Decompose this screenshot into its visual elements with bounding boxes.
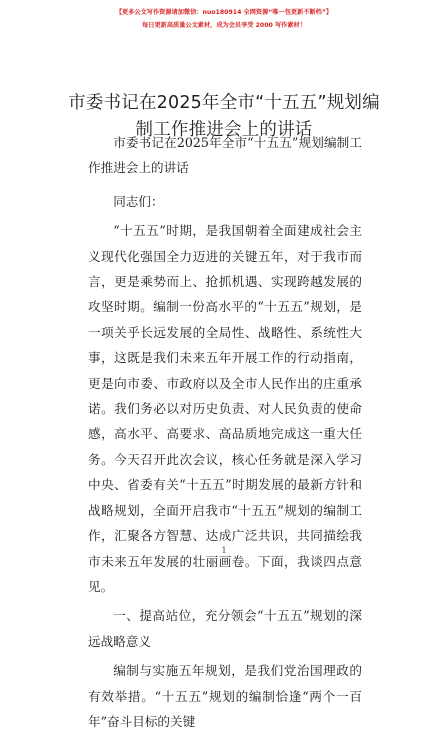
promo-banner-line2: 每日更新高质量公文素材，成为会员享受 2000 写作素材！ — [142, 22, 306, 29]
salutation: 同志们： — [113, 193, 164, 209]
page-number: 1 — [221, 546, 227, 555]
document-body — [88, 130, 362, 734]
promo-banner-line1: 【更多公文写作资源请加微信：nuo180914 全网资源“唯一包更新不断档”】 — [115, 9, 333, 16]
promo-banner — [0, 6, 448, 32]
paragraph-1: “十五五”时期，是我国朝着全面建成社会主义现代化强国全力迈进的关键五年，对于我市而言，更是乘势而上、抢抓机遇、实现跨越发展的攻坚时期。编制一份高水平的“十五五”规划，是一项关乎长远发展的全局性、战略性、系统性大事，这既是我们未来五年开展工作的行动指南，更是向市委、市政府以及全市人民作出的庄重承诺。我们务必以对历史负责、对人民负责的使命感，高水平、高要求、高品质地完成这一重大任务。今天召开此次会议，核心任务就是深入学习中央、省委有关“十五五”时期发展的最新方针和战略规划，全面开启我市“十五五”规划的编制工作，汇聚各方智慧、达成广泛共识，共同描绘我市未来五年发展的壮丽画卷。下面，我谈四点意见。 — [88, 223, 362, 594]
document-subtitle: 市委书记在2025年全市“十五五”规划编制工作推进会上的讲话 — [88, 135, 362, 176]
section-1-heading: 一、提高站位，充分领会“十五五”规划的深远战略意义 — [88, 608, 362, 649]
document-title: 市委书记在2025年全市“十五五”规划编制工作推进会上的讲话 — [68, 93, 380, 140]
paragraph-2: 编制与实施五年规划，是我们党治国理政的有效举措。“十五五”规划的编制恰逢“两个一百年”奋斗目标的关键 — [88, 663, 362, 729]
